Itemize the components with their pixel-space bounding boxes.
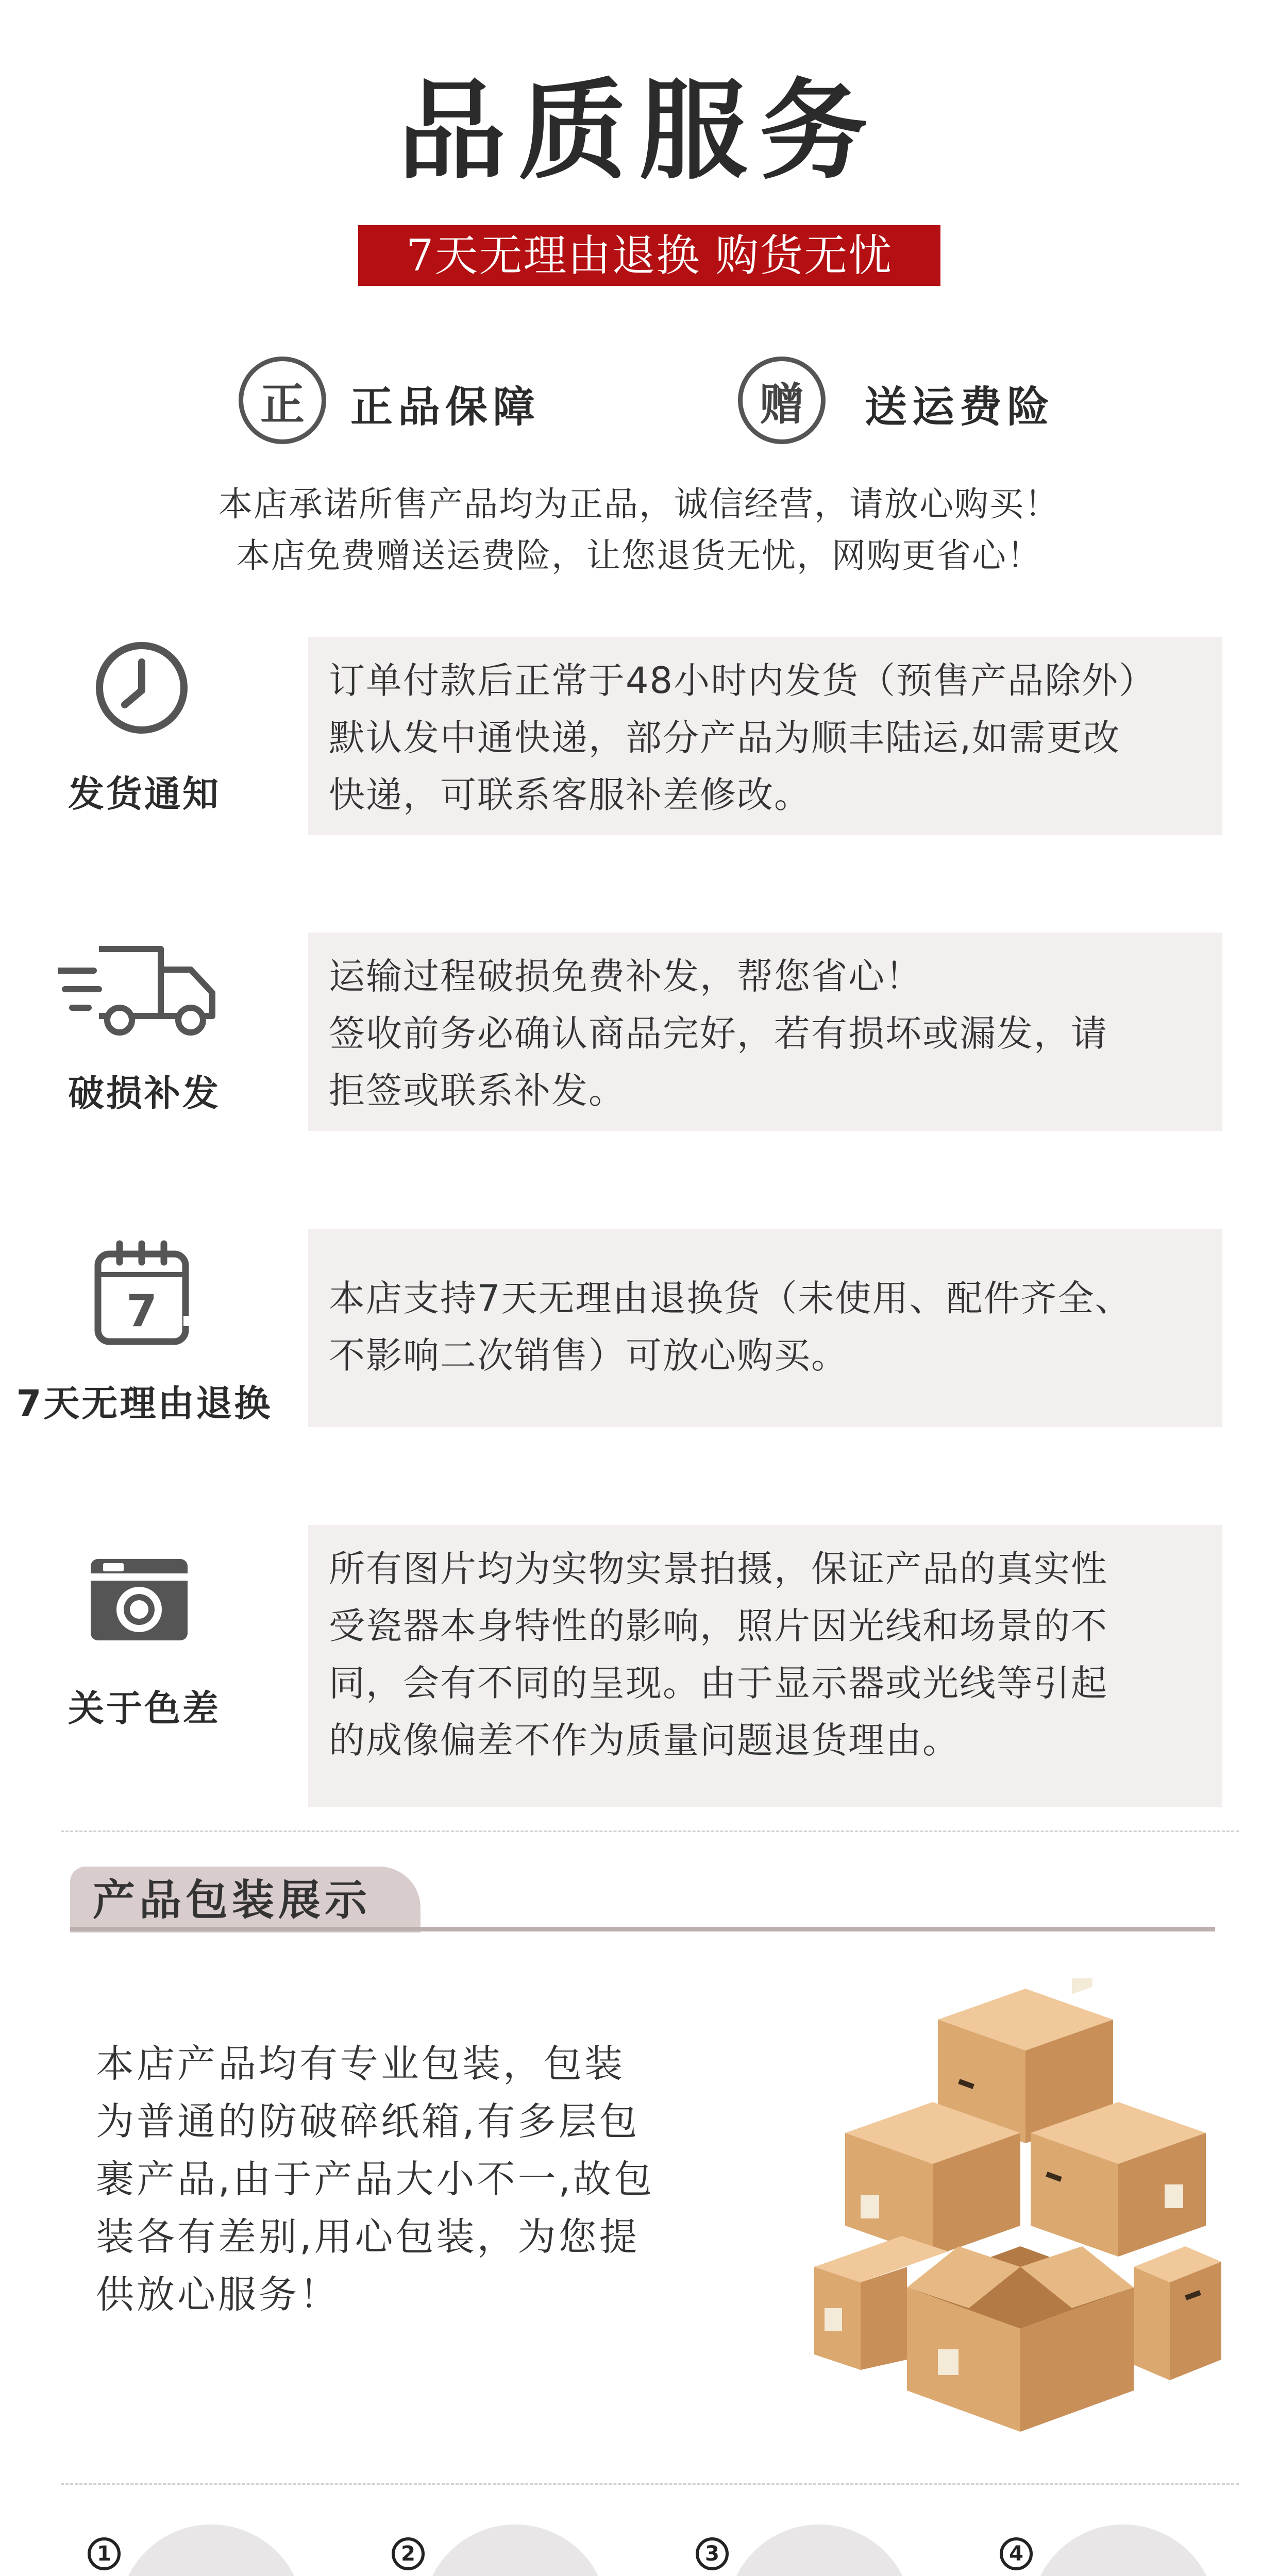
packaging-text-line: 裹产品,由于产品大小不一,故包	[96, 2157, 655, 2201]
step-thumbnail	[423, 2524, 608, 2576]
feature-text-line: 快递，可联系客服补差修改。	[329, 774, 811, 816]
zheng-icon	[239, 357, 326, 444]
feature-text-line: 的成像偏差不作为质量问题退货理由。	[329, 1719, 960, 1761]
feature-text-line: 所有图片均为实物实景拍摄，保证产品的真实性	[329, 1548, 1108, 1590]
feature-text-line: 不影响二次销售）可放心购买。	[329, 1334, 848, 1377]
badge-label-authentic: 正品保障	[350, 383, 541, 432]
zeng-glyph: 赠	[760, 379, 804, 430]
section-divider	[61, 1831, 1239, 1832]
calendar-icon	[93, 1239, 196, 1347]
feature-label-shipping: 发货通知	[68, 773, 221, 815]
return-policy-banner: 7天无理由退换 购货无忧	[358, 225, 940, 286]
feature-text-line: 本店支持7天无理由退换货（未使用、配件齐全、	[329, 1277, 1132, 1319]
feature-text-line: 默认发中通快递，部分产品为顺丰陆运,如需更改	[329, 717, 1121, 759]
feature-label-7day-return: 7天无理由退换	[16, 1382, 273, 1425]
camera-icon	[88, 1556, 191, 1643]
step-thumbnail	[119, 2524, 304, 2576]
intro-line-1: 本店承诺所售产品均为正品，诚信经营，请放心购买！	[218, 484, 1060, 524]
feature-text-line: 受瓷器本身特性的影响，照片因光线和场景的不	[329, 1605, 1108, 1647]
step-thumbnail	[1031, 2524, 1216, 2576]
feature-panel-shipping	[308, 637, 1222, 835]
feature-text-line: 签收前务必确认商品完好，若有损坏或漏发，请	[329, 1012, 1108, 1055]
feature-text-line: 同，会有不同的呈现。由于显示器或光线等引起	[329, 1662, 1108, 1704]
zeng-icon	[738, 357, 826, 444]
feature-label-damage: 破损补发	[68, 1072, 221, 1114]
feature-panel-7day-return	[308, 1229, 1222, 1427]
feature-panel-color-difference	[308, 1525, 1222, 1807]
step-number: 1	[88, 2537, 121, 2570]
page-title: 品质服务	[397, 68, 880, 194]
section-divider-bottom	[61, 2483, 1239, 2485]
step-thumbnail	[727, 2524, 912, 2576]
feature-text-line: 运输过程破损免费补发，帮您省心！	[329, 955, 922, 997]
feature-panel-damage	[308, 933, 1222, 1131]
step-number: 2	[392, 2537, 425, 2570]
calendar-number: 7	[126, 1285, 157, 1337]
cardboard-boxes-image	[804, 1978, 1226, 2442]
intro-line-2: 本店免费赠送运费险，让您退货无忧，网购更省心！	[236, 536, 1042, 575]
step-number: 3	[696, 2537, 729, 2570]
packaging-text-line: 为普通的防破碎纸箱,有多层包	[96, 2099, 640, 2144]
badge-label-shipping-insurance: 送运费险	[865, 383, 1055, 432]
step-number: 4	[1000, 2537, 1033, 2570]
packaging-title: 产品包装展示	[93, 1876, 372, 1925]
feature-text-line: 拒签或联系补发。	[329, 1070, 626, 1112]
feature-text-line: 订单付款后正常于48小时内发货（预售产品除外）	[329, 659, 1156, 702]
packaging-text-line: 本店产品均有专业包装，包装	[96, 2042, 625, 2086]
clock-icon	[93, 639, 191, 737]
packaging-title-underline	[70, 1927, 1215, 1931]
feature-label-color-difference: 关于色差	[68, 1687, 221, 1730]
packaging-description	[96, 2035, 714, 2324]
packaging-text-line: 供放心服务！	[96, 2273, 340, 2317]
packaging-text-line: 装各有差别,用心包装，为您提	[96, 2215, 640, 2259]
zheng-glyph: 正	[260, 379, 305, 430]
truck-icon	[58, 939, 223, 1037]
